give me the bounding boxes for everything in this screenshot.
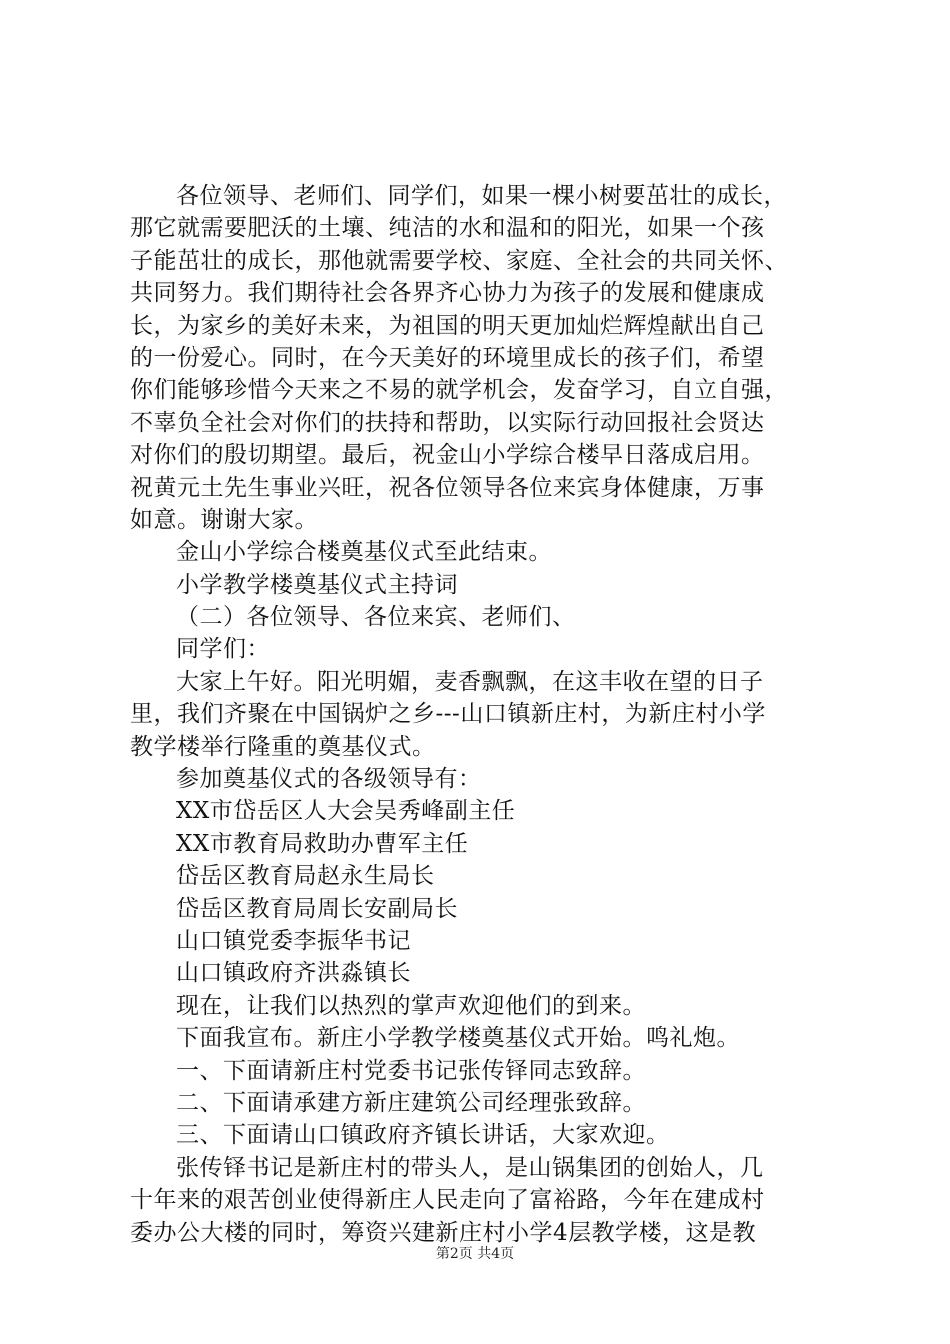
text-line: XX市岱岳区人大会吴秀峰副主任 xyxy=(176,798,516,825)
text-line: 如意。谢谢大家。 xyxy=(130,506,318,533)
text-line: 对你们的殷切期望。最后，祝金山小学综合楼早日落成启用。 xyxy=(130,442,765,469)
document-body xyxy=(130,180,830,1249)
text-line: 岱岳区教育局赵永生局长 xyxy=(176,863,435,890)
text-line: 参加奠基仪式的各级领导有： xyxy=(176,766,482,793)
text-line: 三、下面请山口镇政府齐镇长讲话，大家欢迎。 xyxy=(176,1122,670,1149)
text-line: 那它就需要肥沃的土壤、纯洁的水和温和的阳光，如果一个孩 xyxy=(130,215,765,242)
text-line: 里，我们齐聚在中国锅炉之乡---山口镇新庄村，为新庄村小学 xyxy=(130,701,766,728)
text-line: XX市教育局救助办曹军主任 xyxy=(176,830,469,857)
text-line: 大家上午好。阳光明媚，麦香飘飘，在这丰收在望的日子 xyxy=(176,668,764,695)
text-line: 委办公大楼的同时，筹资兴建新庄村小学4层教学楼，这是教 xyxy=(130,1219,757,1246)
text-line: 下面我宣布。新庄小学教学楼奠基仪式开始。鸣礼炮。 xyxy=(176,1025,740,1052)
text-line: 二、下面请承建方新庄建筑公司经理张致辞。 xyxy=(176,1089,646,1116)
text-line: 张传铎书记是新庄村的带头人，是山锅集团的创始人，几 xyxy=(176,1154,764,1181)
text-line: 一、下面请新庄村党委书记张传铎同志致辞。 xyxy=(176,1057,646,1084)
text-line: 不辜负全社会对你们的扶持和帮助，以实际行动回报社会贤达 xyxy=(130,409,765,436)
text-line: 山口镇政府齐洪淼镇长 xyxy=(176,960,411,987)
text-line: 山口镇党委李振华书记 xyxy=(176,927,411,954)
text-line: 岱岳区教育局周长安副局长 xyxy=(176,895,458,922)
text-line: 金山小学综合楼奠基仪式至此结束。 xyxy=(176,539,552,566)
text-line: 长，为家乡的美好未来，为祖国的明天更加灿烂辉煌献出自己 xyxy=(130,312,765,339)
text-line: 子能茁壮的成长，那他就需要学校、家庭、全社会的共同关怀、 xyxy=(130,247,788,274)
page-footer: 第2页 共4页 xyxy=(435,1246,515,1262)
text-line: （二）各位领导、各位来宾、老师们、 xyxy=(176,604,576,631)
text-line: 教学楼举行隆重的奠基仪式。 xyxy=(130,733,436,760)
text-line: 十年来的艰苦创业使得新庄人民走向了富裕路，今年在建成村 xyxy=(130,1187,765,1214)
text-line: 你们能够珍惜今天来之不易的就学机会，发奋学习，自立自强， xyxy=(130,377,788,404)
text-line: 现在，让我们以热烈的掌声欢迎他们的到来。 xyxy=(176,992,646,1019)
text-line: 各位领导、老师们、同学们，如果一棵小树要茁壮的成长， xyxy=(176,183,787,209)
text-line: 祝黄元土先生事业兴旺，祝各位领导各位来宾身体健康，万事 xyxy=(130,474,765,501)
text-line: 小学教学楼奠基仪式主持词 xyxy=(176,571,458,598)
text-line: 同学们： xyxy=(176,636,270,663)
text-line: 的一份爱心。同时，在今天美好的环境里成长的孩子们，希望 xyxy=(130,344,765,371)
text-line: 共同努力。我们期待社会各界齐心协力为孩子的发展和健康成 xyxy=(130,280,765,307)
